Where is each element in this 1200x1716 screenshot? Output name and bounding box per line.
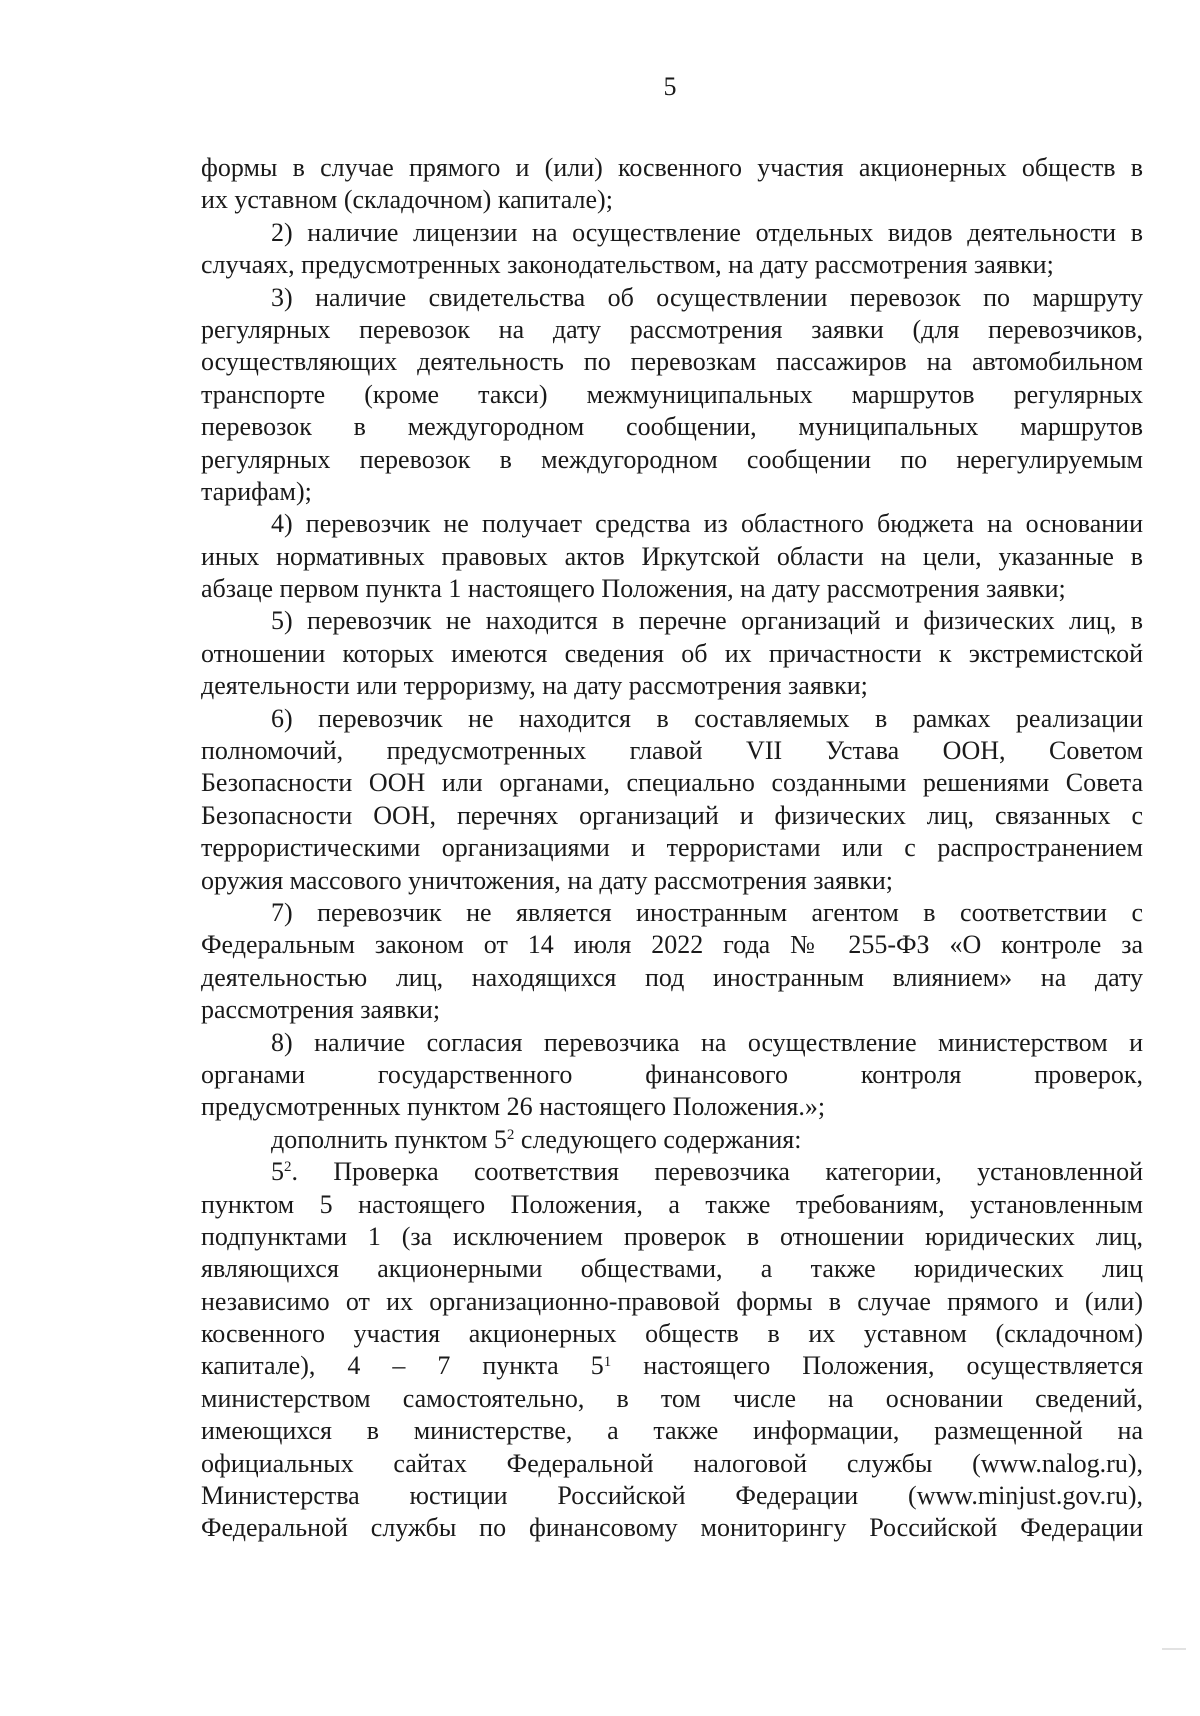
text-line-content: 3) наличие свидетельства об осуществлении перевозок по маршруту [271, 282, 1143, 312]
text-line [201, 379, 1143, 411]
text-line-content: регулярных перевозок на дату рассмотрения заявки (для перевозчиков, [201, 314, 1143, 344]
superscript: 2 [506, 1127, 515, 1144]
text-line [201, 994, 1143, 1026]
text-line-continuation: . Проверка соответствия перевозчика категории, установленной [291, 1157, 1143, 1187]
text-line-content: являющихся акционерными обществами, а также юридических лиц [201, 1254, 1143, 1284]
text-line [201, 767, 1143, 799]
text-line-content: 4) перевозчик не получает средства из областного бюджета на основании [271, 509, 1143, 539]
text-line-content: случаях, предусмотренных законодательством, на дату рассмотрения заявки; [201, 250, 1054, 280]
text-line [201, 865, 1143, 897]
text-line-content: перевозок в междугородном сообщении, муниципальных маршрутов [201, 412, 1143, 442]
text-line [201, 1189, 1143, 1221]
text-line-content: оружия массового уничтожения, на дату рассмотрения заявки; [201, 865, 894, 895]
superscript: 1 [603, 1353, 612, 1370]
text-line [201, 314, 1143, 346]
text-line [201, 1091, 1143, 1123]
text-line-content: 5 [271, 1157, 284, 1187]
text-line-content: тарифам); [201, 476, 312, 506]
text-line [201, 1027, 1143, 1059]
text-line [201, 249, 1143, 281]
text-line [201, 1448, 1143, 1480]
text-line [201, 703, 1143, 735]
text-line [201, 508, 1143, 540]
text-line [201, 1318, 1143, 1350]
text-line-content: террористическими организациями и террористами или с распространением [201, 833, 1143, 863]
text-line [201, 605, 1143, 637]
text-line [201, 1253, 1143, 1285]
text-line-content: независимо от их организационно-правовой формы в случае прямого и (или) [201, 1286, 1143, 1316]
text-line [201, 929, 1143, 961]
text-line-content: капитале), 4 – 7 пункта 5 [201, 1351, 604, 1381]
text-line-content: полномочий, предусмотренных главой VII Устава ООН, Советом [201, 736, 1143, 766]
text-line [201, 1383, 1143, 1415]
text-line [201, 800, 1143, 832]
text-line-content: деятельности или терроризму, на дату рассмотрения заявки; [201, 671, 868, 701]
text-line-content: транспорте (кроме такси) межмуниципальных маршрутов регулярных [201, 379, 1143, 409]
text-line-content: Федеральным законом от 14 июля 2022 года № 255-ФЗ «О контроле за [201, 930, 1143, 960]
text-line-content: абзаце первом пункта 1 настоящего Положения, на дату рассмотрения заявки; [201, 574, 1066, 604]
page-number: 5 [663, 72, 677, 101]
text-line-content: министерством самостоятельно, в том числе на основании сведений, [201, 1383, 1143, 1413]
text-line-content: имеющихся в министерстве, а также информации, размещенной на [201, 1416, 1143, 1446]
text-line-content: дополнить пунктом 5 [271, 1124, 507, 1154]
text-line [201, 638, 1143, 670]
text-line-content: отношении которых имеются сведения об их причастности к экстремистской [201, 638, 1143, 668]
text-line-content: органами государственного финансового контроля проверок, [201, 1059, 1143, 1089]
text-line [201, 152, 1143, 184]
text-line-content: деятельностью лиц, находящихся под иностранным влиянием» на дату [201, 962, 1143, 992]
text-line [201, 217, 1143, 249]
text-line-continuation: настоящего Положения, осуществляется [611, 1351, 1143, 1381]
text-line-content: Министерства юстиции Российской Федерации (www.minjust.gov.ru), [201, 1481, 1143, 1511]
text-line [201, 1415, 1143, 1447]
text-line [201, 444, 1143, 476]
scan-edge-mark [1162, 1648, 1186, 1656]
text-line [201, 670, 1143, 702]
superscript: 2 [284, 1159, 292, 1176]
text-line-continuation: следующего содержания: [514, 1124, 802, 1154]
text-line-content: Безопасности ООН, перечнях организаций и физических лиц, связанных с [201, 800, 1143, 830]
text-line [201, 346, 1143, 378]
text-line [201, 184, 1143, 216]
text-line-content: рассмотрения заявки; [201, 995, 441, 1025]
text-line-content: пунктом 5 настоящего Положения, а также требованиям, установленным [201, 1189, 1143, 1219]
text-line-content: формы в случае прямого и (или) косвенного участия акционерных обществ в [201, 153, 1143, 182]
text-line [201, 282, 1143, 314]
text-line [201, 1480, 1143, 1512]
text-line [201, 1221, 1143, 1253]
text-line [201, 573, 1143, 605]
text-line-content: предусмотренных пунктом 26 настоящего Положения.»; [201, 1092, 826, 1122]
text-line-content: косвенного участия акционерных обществ в их уставном (складочном) [201, 1319, 1143, 1349]
text-line-content: подпунктами 1 (за исключением проверок в отношении юридических лиц, [201, 1221, 1143, 1251]
text-line [201, 1512, 1143, 1544]
text-line [201, 541, 1143, 573]
text-line-content: Безопасности ООН или органами, специально созданными решениями Совета [201, 768, 1143, 798]
text-line [201, 897, 1143, 929]
text-line-content: официальных сайтах Федеральной налоговой службы (www.nalog.ru), [201, 1448, 1143, 1478]
text-line [201, 1124, 1143, 1156]
text-line-content: 8) наличие согласия перевозчика на осуществление министерством и [271, 1027, 1143, 1057]
document-body [201, 152, 1143, 1545]
text-line-content: 7) перевозчик не является иностранным агентом в соответствии с [271, 897, 1143, 927]
text-line [201, 1059, 1143, 1091]
text-line-content: регулярных перевозок в междугородном сообщении по нерегулируемым [201, 444, 1143, 474]
text-line-content: 5) перевозчик не находится в перечне организаций и физических лиц, в [271, 606, 1143, 636]
text-line [201, 1350, 1143, 1382]
text-line-content: 6) перевозчик не находится в составляемых в рамках реализации [271, 703, 1143, 733]
text-line [201, 1286, 1143, 1318]
text-line [201, 411, 1143, 443]
text-line-content: осуществляющих деятельность по перевозкам пассажиров на автомобильном [201, 347, 1143, 377]
text-line-content: 2) наличие лицензии на осуществление отдельных видов деятельности в [271, 217, 1143, 247]
text-line [201, 735, 1143, 767]
text-line [201, 962, 1143, 994]
text-line [201, 1156, 1143, 1188]
text-line-content: их уставном (складочном) капитале); [201, 185, 613, 215]
text-line [201, 832, 1143, 864]
text-line [201, 476, 1143, 508]
text-line-content: Федеральной службы по финансовому мониторингу Российской Федерации [201, 1513, 1143, 1543]
text-line-content: иных нормативных правовых актов Иркутской области на цели, указанные в [201, 541, 1143, 571]
